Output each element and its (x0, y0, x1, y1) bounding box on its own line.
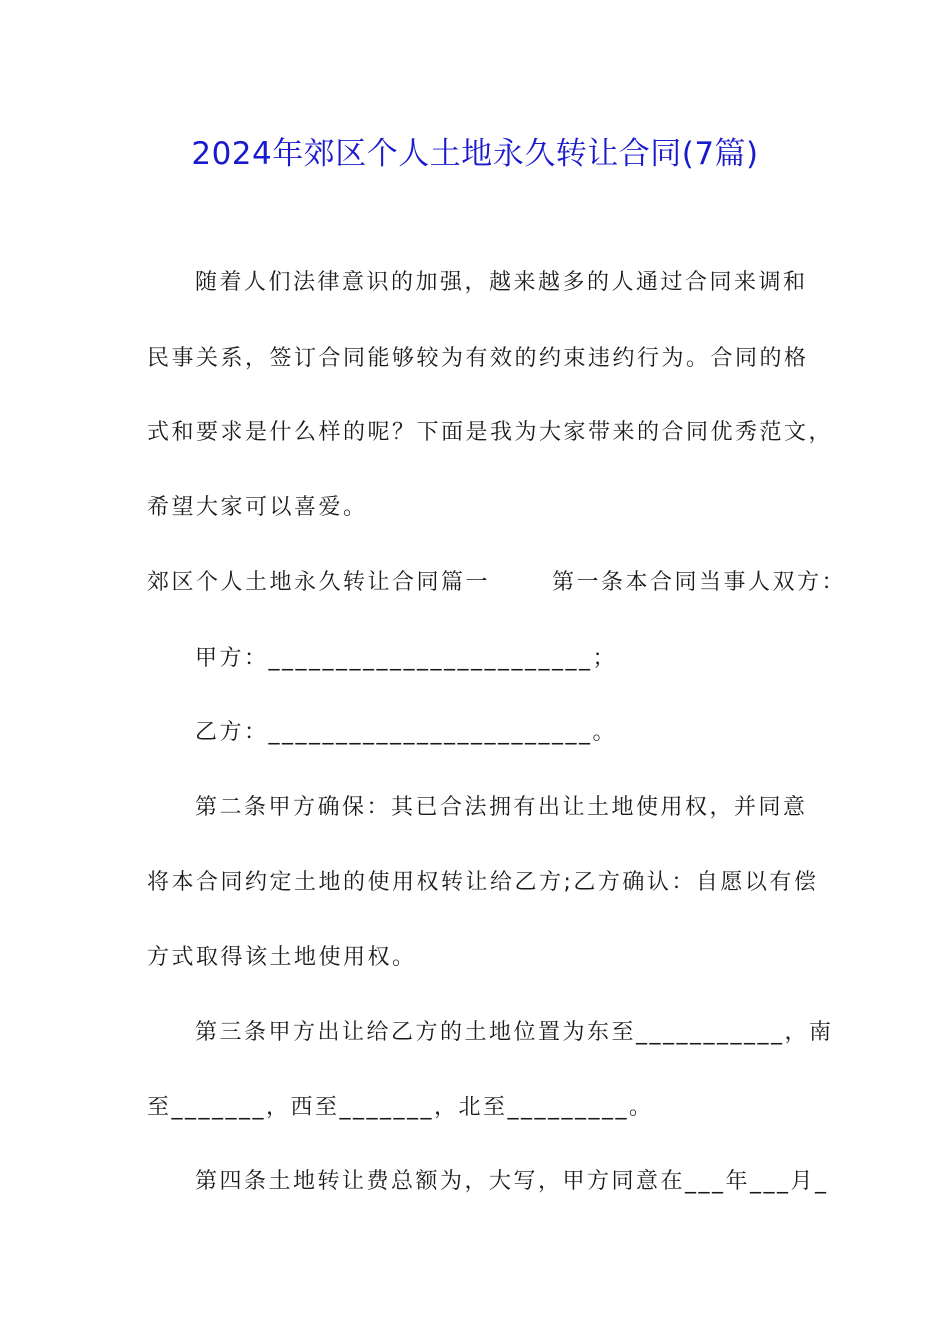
article-1: 第一条本合同当事人双方： (552, 570, 847, 595)
intro-line-3: 式和要求是什么样的呢？下面是我为大家带来的合同优秀范文， (147, 420, 834, 445)
intro-line-1: 随着人们法律意识的加强，越来越多的人通过合同来调和 (195, 270, 808, 295)
article-3-line-1: 第三条甲方出让给乙方的土地位置为东至___________，南 (195, 1020, 834, 1045)
article-4-line-1: 第四条土地转让费总额为，大写，甲方同意在___年___月_ (195, 1169, 829, 1194)
article-3-line-2: 至_______，西至_______，北至_________。 (147, 1095, 654, 1120)
section-heading: 郊区个人土地永久转让合同篇一 (147, 570, 491, 595)
article-2-line-3: 方式取得该土地使用权。 (147, 945, 417, 970)
party-b-line: 乙方：________________________。 (195, 720, 618, 745)
party-a-line: 甲方：________________________； (195, 646, 618, 671)
section-heading-row (147, 568, 846, 598)
intro-line-4: 希望大家可以喜爱。 (147, 495, 368, 520)
document-title: 2024年郊区个人土地永久转让合同(7篇) (191, 136, 759, 172)
article-2-line-1: 第二条甲方确保：其已合法拥有出让土地使用权，并同意 (195, 795, 808, 820)
article-2-line-2: 将本合同约定土地的使用权转让给乙方;乙方确认：自愿以有偿 (147, 870, 819, 895)
intro-line-2: 民事关系，签订合同能够较为有效的约束违约行为。合同的格 (147, 346, 809, 371)
